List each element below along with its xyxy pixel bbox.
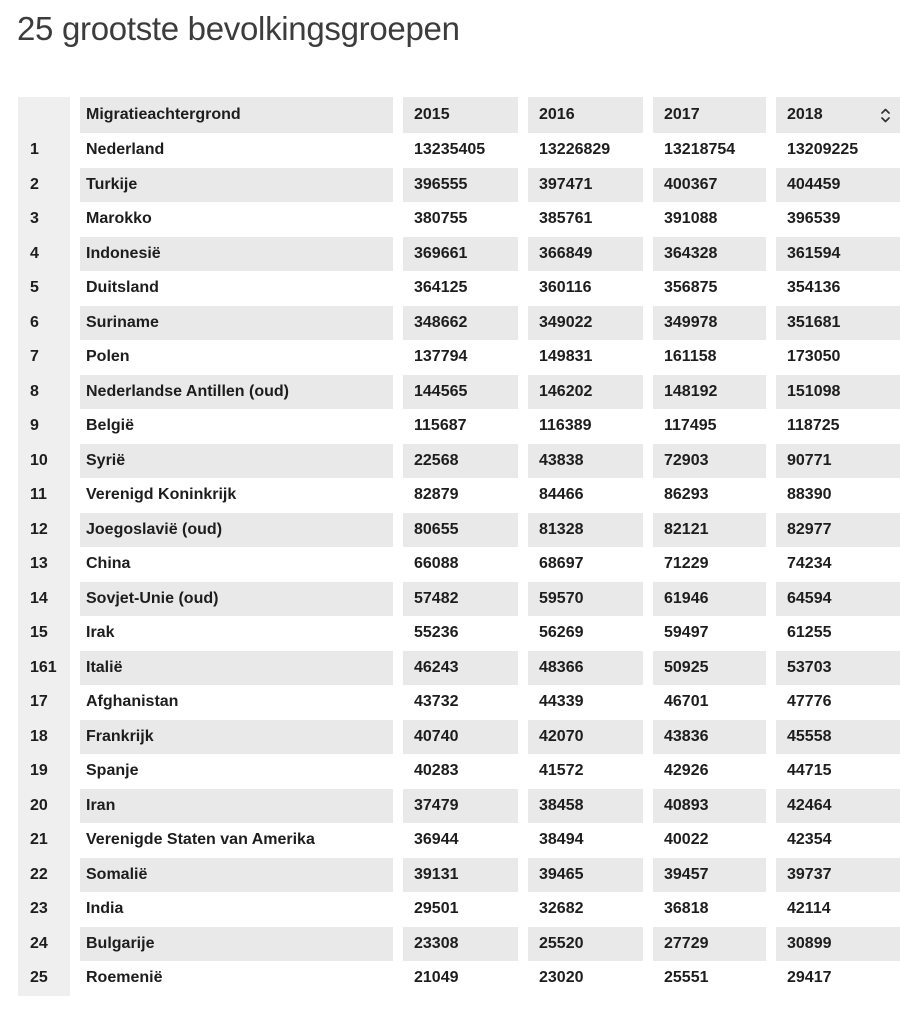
value-2015-cell: 80655 xyxy=(403,513,518,548)
rank-cell: 3 xyxy=(18,202,70,237)
table-row xyxy=(18,616,900,651)
header-2015[interactable]: 2015 xyxy=(403,97,518,133)
header-2018[interactable] xyxy=(776,97,900,133)
value-2016-cell: 25520 xyxy=(528,927,643,962)
table-row xyxy=(18,306,900,341)
rank-cell: 15 xyxy=(18,616,70,651)
value-2018-cell: 44715 xyxy=(787,762,832,780)
value-2018-cell: 64594 xyxy=(776,582,900,617)
value-2017-cell: 40022 xyxy=(664,831,709,849)
value-2017-cell: 36818 xyxy=(664,900,709,918)
rank-cell: 12 xyxy=(18,513,70,548)
value-2017-cell: 82121 xyxy=(653,513,766,548)
value-2017-cell: 72903 xyxy=(653,444,766,479)
rank-cell: 5 xyxy=(18,271,70,306)
value-2016-cell: 42070 xyxy=(528,720,643,755)
rank-cell: 21 xyxy=(18,823,70,858)
rank-cell: 24 xyxy=(18,927,70,962)
value-2015-cell: 115687 xyxy=(414,417,467,435)
rank-cell: 23 xyxy=(18,892,70,927)
country-cell: Irak xyxy=(86,624,115,642)
country-cell: Roemenië xyxy=(86,969,163,987)
table-row xyxy=(18,409,900,444)
value-2016-cell: 38494 xyxy=(539,831,584,849)
value-2018-cell: 396539 xyxy=(787,210,841,228)
value-2015-cell: 46243 xyxy=(403,651,518,686)
table-row xyxy=(18,271,900,306)
table-row xyxy=(18,340,900,375)
country-cell: Verenigd Koninkrijk xyxy=(86,486,237,504)
value-2016-cell: 32682 xyxy=(539,900,584,918)
population-table xyxy=(18,97,900,996)
value-2017-cell: 13218754 xyxy=(664,141,736,159)
value-2017-cell: 61946 xyxy=(653,582,766,617)
value-2015-cell: 40283 xyxy=(414,762,459,780)
value-2015-cell: 13235405 xyxy=(414,141,486,159)
value-2018-cell: 354136 xyxy=(787,279,841,297)
value-2016-cell: 360116 xyxy=(539,279,592,297)
value-2015-cell: 23308 xyxy=(403,927,518,962)
country-cell: Polen xyxy=(86,348,130,366)
rank-cell: 14 xyxy=(18,582,70,617)
country-cell: Bulgarije xyxy=(80,927,393,962)
table-row xyxy=(18,651,900,686)
value-2015-cell: 137794 xyxy=(414,348,468,366)
table-row xyxy=(18,720,900,755)
table-body xyxy=(18,133,900,996)
table-row xyxy=(18,547,900,582)
table-row xyxy=(18,237,900,272)
value-2017-cell: 39457 xyxy=(653,858,766,893)
value-2018-cell: 61255 xyxy=(787,624,832,642)
value-2017-cell: 71229 xyxy=(664,555,709,573)
value-2016-cell: 397471 xyxy=(528,168,643,203)
table-header-row xyxy=(18,97,900,133)
value-2016-cell: 38458 xyxy=(528,789,643,824)
header-2017[interactable]: 2017 xyxy=(653,97,766,133)
country-cell: China xyxy=(86,555,131,573)
value-2015-cell: 37479 xyxy=(403,789,518,824)
header-migratieachtergrond[interactable]: Migratieachtergrond xyxy=(80,97,393,133)
table-row xyxy=(18,789,900,824)
value-2017-cell: 25551 xyxy=(664,969,709,987)
value-2015-cell: 396555 xyxy=(403,168,518,203)
value-2018-cell: 151098 xyxy=(776,375,900,410)
value-2018-cell: 118725 xyxy=(787,417,840,435)
rank-cell: 161 xyxy=(18,651,70,686)
value-2015-cell: 82879 xyxy=(414,486,459,504)
value-2017-cell: 40893 xyxy=(653,789,766,824)
rank-cell: 11 xyxy=(18,478,70,513)
country-cell: België xyxy=(86,417,135,435)
rank-cell: 1 xyxy=(18,133,70,168)
value-2018-cell: 42114 xyxy=(787,900,831,918)
value-2015-cell: 39131 xyxy=(403,858,518,893)
value-2015-cell: 364125 xyxy=(414,279,468,297)
header-2018-label: 2018 xyxy=(787,106,823,123)
value-2018-cell: 90771 xyxy=(776,444,900,479)
rank-cell: 17 xyxy=(18,685,70,720)
country-cell: Verenigde Staten van Amerika xyxy=(86,831,315,849)
table-row xyxy=(18,892,900,927)
rank-cell: 18 xyxy=(18,720,70,755)
value-2017-cell: 50925 xyxy=(653,651,766,686)
value-2018-cell: 39737 xyxy=(776,858,900,893)
header-2016[interactable]: 2016 xyxy=(528,97,643,133)
table-row xyxy=(18,685,900,720)
table-row xyxy=(18,582,900,617)
value-2017-cell: 59497 xyxy=(664,624,709,642)
value-2015-cell: 22568 xyxy=(403,444,518,479)
table-row xyxy=(18,133,900,168)
rank-cell: 4 xyxy=(18,237,70,272)
sort-arrows-icon[interactable] xyxy=(880,107,891,124)
value-2018-cell: 88390 xyxy=(787,486,832,504)
value-2018-cell: 82977 xyxy=(776,513,900,548)
country-cell: Joegoslavië (oud) xyxy=(80,513,393,548)
page-title: 25 grootste bevolkingsgroepen xyxy=(17,10,460,47)
value-2016-cell: 116389 xyxy=(539,417,592,435)
table-row xyxy=(18,513,900,548)
value-2017-cell: 43836 xyxy=(653,720,766,755)
value-2015-cell: 369661 xyxy=(403,237,518,272)
country-cell: Turkije xyxy=(80,168,393,203)
value-2018-cell: 30899 xyxy=(776,927,900,962)
rank-cell: 10 xyxy=(18,444,70,479)
country-cell: Nederlandse Antillen (oud) xyxy=(80,375,393,410)
rank-cell: 19 xyxy=(18,754,70,789)
value-2018-cell: 13209225 xyxy=(787,141,859,159)
value-2016-cell: 48366 xyxy=(528,651,643,686)
value-2017-cell: 161158 xyxy=(664,348,717,366)
country-cell: Nederland xyxy=(86,141,165,159)
country-cell: Italië xyxy=(80,651,393,686)
table-row xyxy=(18,754,900,789)
value-2015-cell: 66088 xyxy=(414,555,459,573)
value-2018-cell: 53703 xyxy=(776,651,900,686)
table-row xyxy=(18,444,900,479)
value-2015-cell: 348662 xyxy=(403,306,518,341)
value-2017-cell: 117495 xyxy=(664,417,717,435)
value-2018-cell: 45558 xyxy=(776,720,900,755)
value-2017-cell: 86293 xyxy=(664,486,709,504)
value-2018-cell: 351681 xyxy=(776,306,900,341)
value-2015-cell: 380755 xyxy=(414,210,468,228)
value-2016-cell: 366849 xyxy=(528,237,643,272)
value-2017-cell: 391088 xyxy=(664,210,718,228)
value-2015-cell: 36944 xyxy=(414,831,459,849)
value-2018-cell: 173050 xyxy=(787,348,841,366)
rank-cell: 9 xyxy=(18,409,70,444)
value-2017-cell: 349978 xyxy=(653,306,766,341)
rank-cell: 13 xyxy=(18,547,70,582)
table-row xyxy=(18,823,900,858)
value-2018-cell: 42464 xyxy=(776,789,900,824)
table-row xyxy=(18,478,900,513)
value-2016-cell: 59570 xyxy=(528,582,643,617)
country-cell: Frankrijk xyxy=(80,720,393,755)
value-2017-cell: 46701 xyxy=(664,693,709,711)
value-2017-cell: 400367 xyxy=(653,168,766,203)
table-row xyxy=(18,168,900,203)
rank-cell: 22 xyxy=(18,858,70,893)
rank-cell: 7 xyxy=(18,340,70,375)
header-rank-cell xyxy=(18,97,70,133)
value-2015-cell: 55236 xyxy=(414,624,459,642)
value-2015-cell: 29501 xyxy=(414,900,459,918)
value-2017-cell: 27729 xyxy=(653,927,766,962)
value-2016-cell: 39465 xyxy=(528,858,643,893)
value-2018-cell: 42354 xyxy=(787,831,832,849)
table-row xyxy=(18,858,900,893)
table-row xyxy=(18,375,900,410)
country-cell: Suriname xyxy=(80,306,393,341)
table-row xyxy=(18,961,900,996)
value-2016-cell: 385761 xyxy=(539,210,593,228)
country-cell: Syrië xyxy=(80,444,393,479)
value-2018-cell: 29417 xyxy=(787,969,832,987)
country-cell: Afghanistan xyxy=(86,693,179,711)
value-2018-cell: 74234 xyxy=(787,555,832,573)
value-2018-cell: 47776 xyxy=(787,693,832,711)
value-2016-cell: 44339 xyxy=(539,693,584,711)
value-2016-cell: 81328 xyxy=(528,513,643,548)
country-cell: India xyxy=(86,900,124,918)
table-row xyxy=(18,202,900,237)
value-2015-cell: 144565 xyxy=(403,375,518,410)
value-2016-cell: 56269 xyxy=(539,624,584,642)
country-cell: Sovjet-Unie (oud) xyxy=(80,582,393,617)
value-2017-cell: 42926 xyxy=(664,762,709,780)
value-2016-cell: 68697 xyxy=(539,555,584,573)
rank-cell: 2 xyxy=(18,168,70,203)
value-2017-cell: 356875 xyxy=(664,279,718,297)
value-2018-cell: 361594 xyxy=(776,237,900,272)
country-cell: Indonesië xyxy=(80,237,393,272)
value-2018-cell: 404459 xyxy=(776,168,900,203)
value-2015-cell: 43732 xyxy=(414,693,459,711)
value-2017-cell: 364328 xyxy=(653,237,766,272)
country-cell: Marokko xyxy=(86,210,152,228)
country-cell: Spanje xyxy=(86,762,139,780)
country-cell: Somalië xyxy=(80,858,393,893)
rank-cell: 8 xyxy=(18,375,70,410)
value-2016-cell: 349022 xyxy=(528,306,643,341)
value-2015-cell: 40740 xyxy=(403,720,518,755)
value-2016-cell: 13226829 xyxy=(539,141,611,159)
rank-cell: 20 xyxy=(18,789,70,824)
rank-cell: 6 xyxy=(18,306,70,341)
country-cell: Iran xyxy=(80,789,393,824)
value-2016-cell: 23020 xyxy=(539,969,584,987)
value-2015-cell: 21049 xyxy=(414,969,459,987)
value-2015-cell: 57482 xyxy=(403,582,518,617)
rank-cell: 25 xyxy=(18,961,70,996)
value-2017-cell: 148192 xyxy=(653,375,766,410)
value-2016-cell: 41572 xyxy=(539,762,584,780)
value-2016-cell: 43838 xyxy=(528,444,643,479)
country-cell: Duitsland xyxy=(86,279,159,297)
value-2016-cell: 146202 xyxy=(528,375,643,410)
value-2016-cell: 149831 xyxy=(539,348,593,366)
table-row xyxy=(18,927,900,962)
value-2016-cell: 84466 xyxy=(539,486,584,504)
